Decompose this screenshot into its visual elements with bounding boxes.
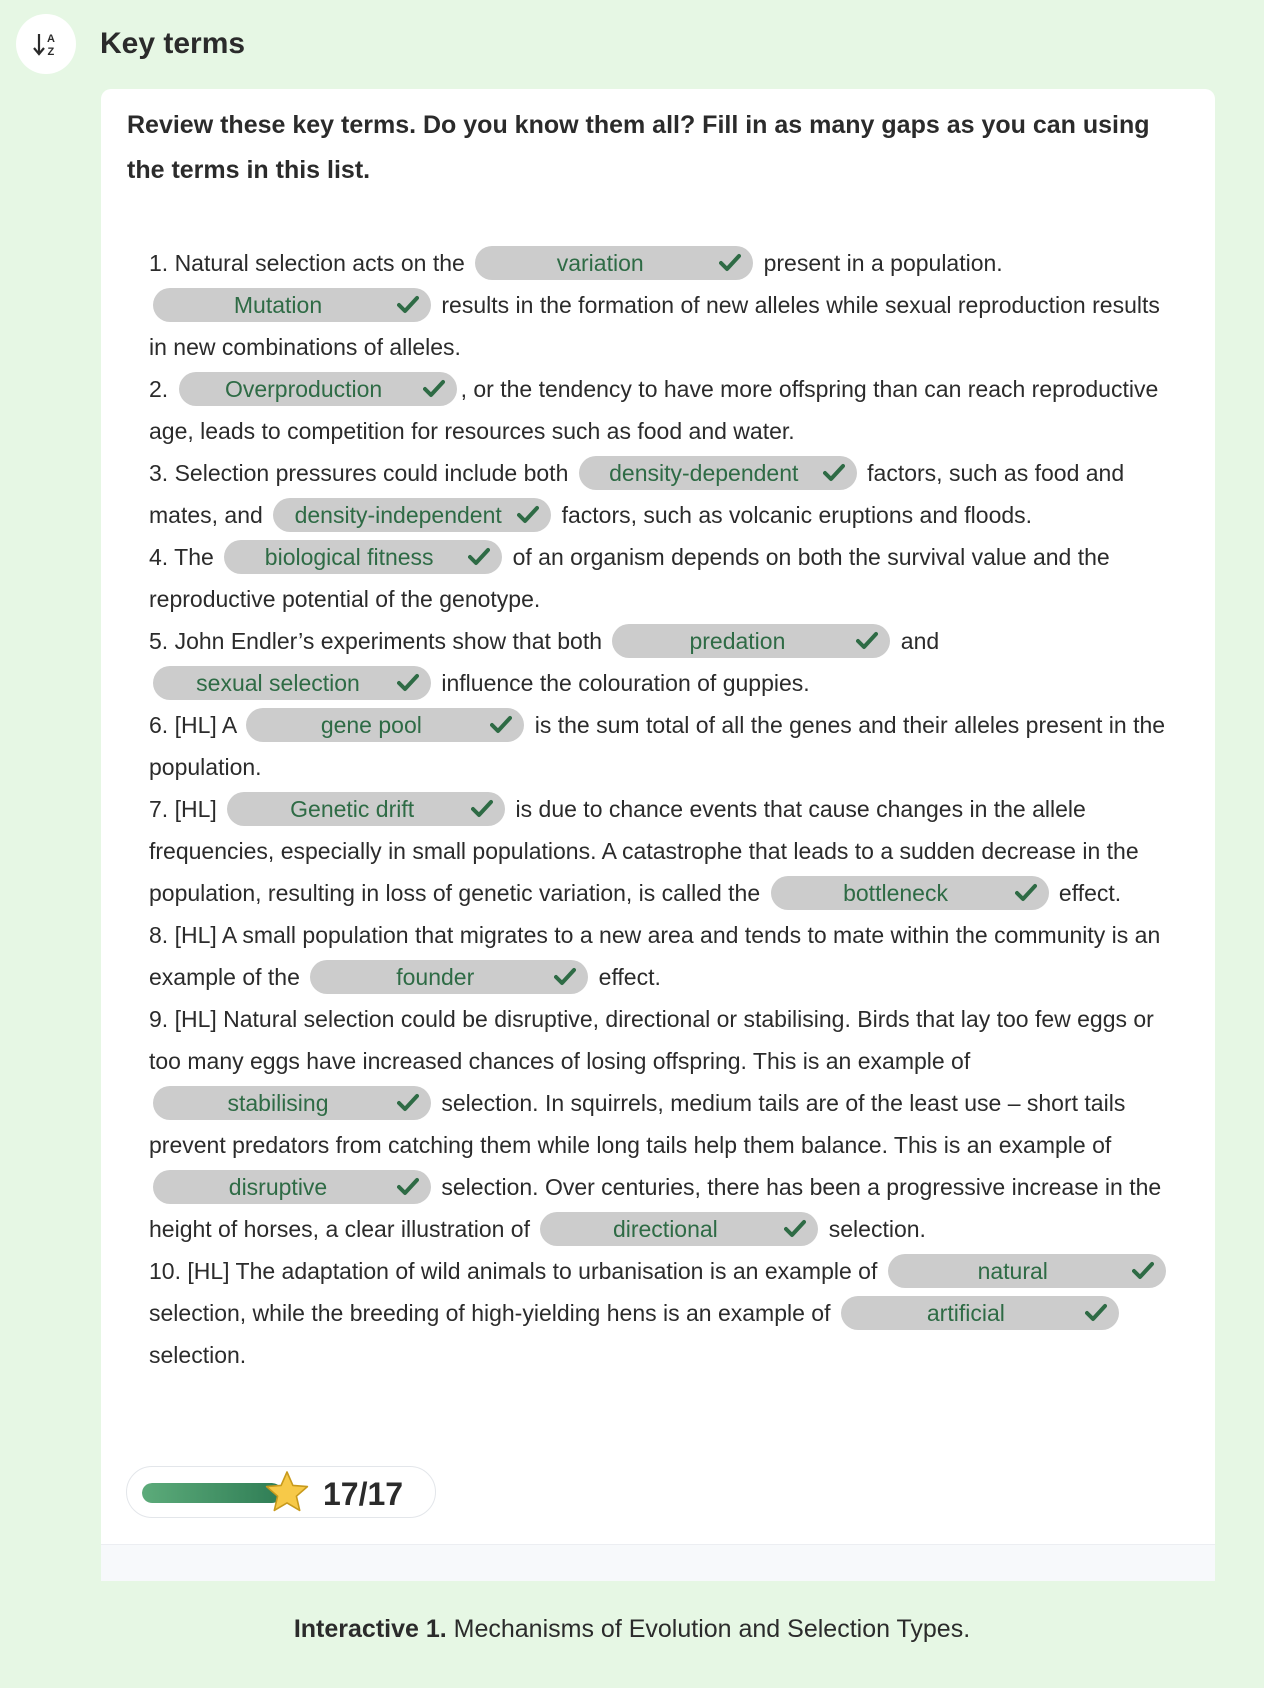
check-icon	[823, 463, 845, 483]
answer-text: gene pool	[320, 711, 422, 738]
answer-gap[interactable]	[153, 1086, 431, 1120]
question-text: 6. [HL] A	[149, 712, 243, 738]
check-icon	[784, 1219, 806, 1239]
svg-text:A: A	[47, 33, 55, 45]
question-text: 1. Natural selection acts on the	[149, 250, 472, 276]
questions-list	[149, 242, 1179, 1376]
answer-gap[interactable]	[273, 498, 551, 532]
answer-text: artificial	[926, 1299, 1005, 1326]
answer-gap[interactable]	[540, 1212, 818, 1246]
key-terms-card	[101, 89, 1215, 1581]
answer-text: biological fitness	[264, 543, 434, 570]
question-text: selection.	[822, 1216, 926, 1242]
question-text: selection, while the breeding of high-yielding hens is an example of	[149, 1300, 837, 1326]
answer-gap[interactable]	[475, 246, 753, 280]
answer-text: Mutation	[233, 291, 323, 318]
sort-a-z-icon	[31, 29, 61, 59]
question-text: present in a population.	[757, 250, 1003, 276]
score-indicator	[126, 1466, 436, 1518]
question-1	[149, 242, 1179, 368]
answer-text: directional	[612, 1215, 718, 1242]
answer-text: founder	[396, 963, 475, 990]
question-text: , or the tendency to have more offspring than can reach reproductive age, leads to competition for resources such as food and water.	[149, 376, 1159, 444]
question-text: 4. The	[149, 544, 221, 570]
check-icon	[1085, 1303, 1107, 1323]
question-text: 8. [HL] A small population that migrates to a new area and tends to mate within the community is an example of the	[149, 922, 1161, 990]
answer-text: stabilising	[227, 1089, 329, 1116]
question-text: effect.	[592, 964, 661, 990]
question-text: influence the colouration of guppies.	[435, 670, 810, 696]
question-text: selection. In squirrels, medium tails are of the least use – short tails prevent predators from catching them while long tails help them balance. This is an example of	[149, 1090, 1126, 1158]
section-title: Key terms	[100, 27, 246, 60]
question-6	[149, 704, 1179, 788]
answer-text: predation	[689, 627, 786, 654]
question-text: 2.	[149, 376, 175, 402]
question-text: factors, such as food and mates, and	[149, 460, 1125, 528]
check-icon	[1015, 883, 1037, 903]
answer-text: variation	[556, 249, 644, 276]
question-text: selection.	[149, 1342, 247, 1368]
answer-gap[interactable]	[771, 876, 1049, 910]
answer-gap[interactable]	[224, 540, 502, 574]
answer-gap[interactable]	[246, 708, 524, 742]
answer-gap[interactable]	[227, 792, 505, 826]
check-icon	[397, 1177, 419, 1197]
answer-text: density-independent	[294, 501, 502, 528]
answer-gap[interactable]	[888, 1254, 1166, 1288]
answer-gap[interactable]	[153, 1170, 431, 1204]
question-text: 7. [HL]	[149, 796, 224, 822]
caption-text: Mechanisms of Evolution and Selection Types.	[446, 1615, 971, 1643]
answer-gap[interactable]	[153, 288, 431, 322]
question-5	[149, 620, 1179, 704]
answer-text: density-dependent	[609, 459, 799, 486]
answer-text: natural	[977, 1257, 1048, 1284]
instructions-text: Review these key terms. Do you know them all? Fill in as many gaps as you can using the terms in this list.	[127, 111, 1150, 184]
check-icon	[490, 715, 512, 735]
figure-caption	[0, 1615, 1264, 1644]
question-text: of an organism depends on both the survival value and the reproductive potential of the genotype.	[149, 544, 1110, 612]
question-4	[149, 536, 1179, 620]
check-icon	[471, 799, 493, 819]
question-text: and	[894, 628, 940, 654]
svg-text:Z: Z	[47, 46, 55, 58]
question-9	[149, 998, 1179, 1250]
card-footer	[101, 1544, 1215, 1581]
check-icon	[517, 505, 539, 525]
check-icon	[397, 673, 419, 693]
answer-gap[interactable]	[153, 666, 431, 700]
check-icon	[423, 379, 445, 399]
sort-button[interactable]	[16, 14, 76, 74]
question-text: 10. [HL] The adaptation of wild animals to urbanisation is an example of	[149, 1258, 884, 1284]
question-text: 9. [HL] Natural selection could be disruptive, directional or stabilising. Birds that lay too few eggs or too many eggs have increased chances of losing offspring. This is an example of	[149, 1006, 1154, 1074]
answer-text: disruptive	[228, 1173, 328, 1200]
check-icon	[468, 547, 490, 567]
check-icon	[397, 1093, 419, 1113]
answer-gap[interactable]	[612, 624, 890, 658]
answer-text: sexual selection	[196, 669, 360, 696]
check-icon	[719, 253, 741, 273]
check-icon	[856, 631, 878, 651]
check-icon	[554, 967, 576, 987]
question-10	[149, 1250, 1179, 1376]
answer-text: Overproduction	[224, 375, 383, 402]
check-icon	[1132, 1261, 1154, 1281]
caption-label: Interactive 1.	[293, 1615, 447, 1643]
answer-text: bottleneck	[843, 879, 948, 906]
progress-bar	[142, 1483, 282, 1503]
question-3	[149, 452, 1179, 536]
question-7	[149, 788, 1179, 914]
answer-gap[interactable]	[179, 372, 457, 406]
question-text: results in the formation of new alleles while sexual reproduction results in new combinations of alleles.	[149, 292, 1160, 360]
question-text: selection. Over centuries, there has been a progressive increase in the height of horses, a clear illustration of	[149, 1174, 1162, 1242]
question-text: effect.	[1052, 880, 1122, 906]
question-text: 5. John Endler’s experiments show that both	[149, 628, 609, 654]
question-2	[149, 368, 1179, 452]
question-text: factors, such as volcanic eruptions and floods.	[555, 502, 1033, 528]
check-icon	[397, 295, 419, 315]
answer-gap[interactable]	[579, 456, 857, 490]
question-text: 3. Selection pressures could include both	[149, 460, 575, 486]
score-text: 17/17	[323, 1476, 404, 1512]
question-text: is the sum total of all the genes and their alleles present in the population.	[149, 712, 1166, 780]
answer-gap[interactable]	[310, 960, 588, 994]
progress-fill	[142, 1483, 282, 1503]
question-text: is due to chance events that cause changes in the allele frequencies, especially in small populations. A catastrophe that leads to a sudden decrease in the population, resulting in loss of genetic variation, is called the	[149, 796, 1139, 906]
question-8	[149, 914, 1179, 998]
answer-gap[interactable]	[841, 1296, 1119, 1330]
section-header	[16, 14, 245, 74]
star-icon	[264, 1469, 310, 1515]
answer-text: Genetic drift	[290, 795, 415, 822]
